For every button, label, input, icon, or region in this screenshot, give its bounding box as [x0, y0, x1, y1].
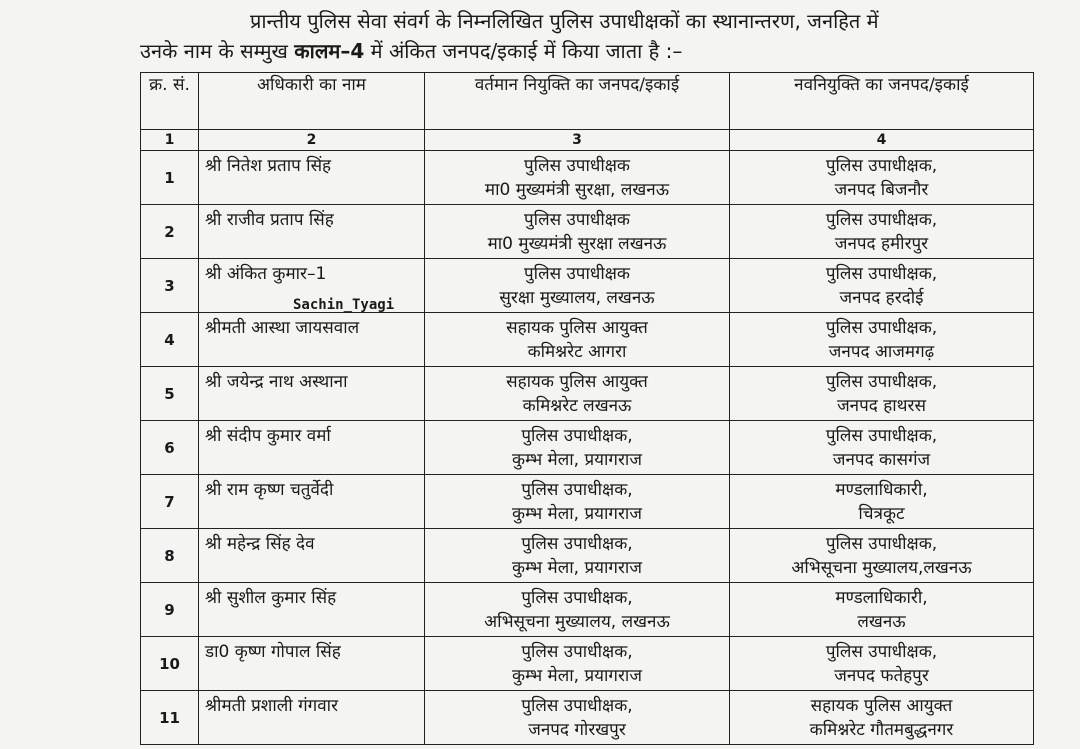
intro-line-2 [140, 36, 1040, 66]
current-posting-line-2: कमिश्नरेट आगरा [527, 341, 627, 362]
header-new-posting: नवनियुक्ति का जनपद/इकाई [730, 73, 1034, 130]
new-posting-line-1: मण्डलाधिकारी, [835, 479, 928, 500]
intro-line-1: प्रान्तीय पुलिस सेवा संवर्ग के निम्नलिखित पुलिस उपाधीक्षकों का स्थानान्तरण, जनहित में [250, 9, 879, 33]
table-row [141, 259, 1034, 313]
current-posting [425, 205, 730, 259]
new-posting-line-1: पुलिस उपाधीक्षक, [825, 533, 938, 554]
current-posting [425, 583, 730, 637]
current-posting-line-2: कमिश्नरेट लखनऊ [522, 395, 632, 416]
current-posting [425, 421, 730, 475]
serial-number: 1 [141, 151, 199, 205]
table-row [141, 313, 1034, 367]
serial-number: 11 [141, 691, 199, 745]
column-number: 3 [425, 130, 730, 151]
column-reference: कालम–4 [294, 39, 365, 63]
serial-number: 3 [141, 259, 199, 313]
intro-paragraph [140, 6, 1040, 66]
current-posting-line-2: कुम्भ मेला, प्रयागराज [512, 557, 642, 578]
serial-number: 9 [141, 583, 199, 637]
current-posting [425, 637, 730, 691]
current-posting [425, 691, 730, 745]
new-posting-line-2: जनपद आजमगढ़ [828, 341, 935, 362]
current-posting [425, 259, 730, 313]
serial-number: 7 [141, 475, 199, 529]
new-posting-line-1: पुलिस उपाधीक्षक, [825, 317, 938, 338]
new-posting-line-2: जनपद फतेहपुर [834, 665, 929, 686]
new-posting-line-2: जनपद कासगंज [832, 449, 931, 470]
officer-name: श्री सुशील कुमार सिंह [199, 583, 425, 637]
current-posting [425, 529, 730, 583]
current-posting-line-2: सुरक्षा मुख्यालय, लखनऊ [499, 287, 655, 308]
column-number-row [141, 130, 1034, 151]
new-posting-line-1: पुलिस उपाधीक्षक, [825, 641, 938, 662]
table-row [141, 583, 1034, 637]
column-number: 4 [730, 130, 1034, 151]
watermark: Sachin_Tyagi [293, 297, 395, 313]
new-posting [730, 529, 1034, 583]
table-row [141, 367, 1034, 421]
current-posting [425, 151, 730, 205]
header-officer-name: अधिकारी का नाम [199, 73, 425, 130]
new-posting-line-1: सहायक पुलिस आयुक्त [810, 695, 953, 716]
officer-name: श्री महेन्द्र सिंह देव [199, 529, 425, 583]
new-posting-line-2: जनपद बिजनौर [834, 179, 929, 200]
current-posting-line-1: पुलिस उपाधीक्षक [524, 209, 630, 230]
current-posting-line-1: पुलिस उपाधीक्षक, [521, 425, 633, 446]
serial-number: 2 [141, 205, 199, 259]
new-posting-line-2: चित्रकूट [858, 503, 905, 524]
officer-name: श्री जयेन्द्र नाथ अस्थाना [199, 367, 425, 421]
current-posting-line-1: सहायक पुलिस आयुक्त [506, 317, 648, 338]
new-posting-line-2: अभिसूचना मुख्यालय,लखनऊ [791, 557, 972, 578]
officer-name: श्री नितेश प्रताप सिंह [199, 151, 425, 205]
intro-line-2-start: उनके नाम के सम्मुख [140, 39, 288, 63]
current-posting-line-1: पुलिस उपाधीक्षक, [521, 641, 633, 662]
new-posting [730, 475, 1034, 529]
column-number: 2 [199, 130, 425, 151]
current-posting-line-2: मा0 मुख्यमंत्री सुरक्षा, लखनऊ [484, 179, 670, 200]
new-posting [730, 691, 1034, 745]
table-row [141, 637, 1034, 691]
serial-number: 4 [141, 313, 199, 367]
current-posting-line-1: पुलिस उपाधीक्षक [524, 155, 630, 176]
new-posting-line-2: जनपद हाथरस [837, 395, 926, 416]
officer-name: श्रीमती प्रशाली गंगवार [199, 691, 425, 745]
new-posting-line-2: लखनऊ [857, 611, 906, 632]
new-posting [730, 421, 1034, 475]
new-posting-line-2: कमिश्नरेट गौतमबुद्धनगर [809, 719, 954, 740]
officer-name: श्रीमती आस्था जायसवाल [199, 313, 425, 367]
officer-name: श्री अंकित कुमार–1 [199, 259, 425, 313]
table-row [141, 421, 1034, 475]
new-posting [730, 259, 1034, 313]
new-posting-line-2: जनपद हरदोई [839, 287, 924, 308]
current-posting-line-1: पुलिस उपाधीक्षक, [521, 587, 633, 608]
current-posting-line-2: जनपद गोरखपुर [528, 719, 626, 740]
new-posting-line-1: पुलिस उपाधीक्षक, [825, 209, 938, 230]
new-posting-line-1: पुलिस उपाधीक्षक, [825, 425, 938, 446]
serial-number: 6 [141, 421, 199, 475]
current-posting [425, 313, 730, 367]
officer-name: श्री संदीप कुमार वर्मा [199, 421, 425, 475]
new-posting-line-1: मण्डलाधिकारी, [835, 587, 928, 608]
header-serial: क्र. सं. [141, 73, 199, 130]
table-row [141, 691, 1034, 745]
current-posting-line-1: पुलिस उपाधीक्षक, [521, 695, 633, 716]
current-posting-line-1: सहायक पुलिस आयुक्त [506, 371, 648, 392]
column-number: 1 [141, 130, 199, 151]
current-posting-line-2: कुम्भ मेला, प्रयागराज [512, 665, 642, 686]
current-posting-line-2: कुम्भ मेला, प्रयागराज [512, 449, 642, 470]
new-posting-line-1: पुलिस उपाधीक्षक, [825, 371, 938, 392]
serial-number: 10 [141, 637, 199, 691]
table-row [141, 151, 1034, 205]
transfer-table [140, 72, 1034, 745]
current-posting [425, 367, 730, 421]
new-posting [730, 313, 1034, 367]
officer-name: श्री राजीव प्रताप सिंह [199, 205, 425, 259]
header-row [141, 73, 1034, 130]
new-posting-line-2: जनपद हमीरपुर [834, 233, 929, 254]
new-posting-line-1: पुलिस उपाधीक्षक, [825, 155, 938, 176]
new-posting [730, 151, 1034, 205]
new-posting [730, 367, 1034, 421]
officer-name: डा0 कृष्ण गोपाल सिंह [199, 637, 425, 691]
serial-number: 8 [141, 529, 199, 583]
table-row [141, 475, 1034, 529]
new-posting-line-1: पुलिस उपाधीक्षक, [825, 263, 938, 284]
new-posting [730, 583, 1034, 637]
new-posting [730, 637, 1034, 691]
current-posting-line-1: पुलिस उपाधीक्षक, [521, 479, 633, 500]
new-posting [730, 205, 1034, 259]
intro-line-2-end: में अंकित जनपद/इकाई में किया जाता है :– [370, 39, 683, 63]
table-row [141, 205, 1034, 259]
current-posting-line-2: मा0 मुख्यमंत्री सुरक्षा लखनऊ [487, 233, 667, 254]
officer-name: श्री राम कृष्ण चतुर्वेदी [199, 475, 425, 529]
current-posting-line-2: अभिसूचना मुख्यालय, लखनऊ [484, 611, 670, 632]
table-row [141, 529, 1034, 583]
serial-number: 5 [141, 367, 199, 421]
current-posting-line-1: पुलिस उपाधीक्षक [524, 263, 630, 284]
header-current-posting: वर्तमान नियुक्ति का जनपद/इकाई [425, 73, 730, 130]
current-posting [425, 475, 730, 529]
current-posting-line-2: कुम्भ मेला, प्रयागराज [512, 503, 642, 524]
current-posting-line-1: पुलिस उपाधीक्षक, [521, 533, 633, 554]
